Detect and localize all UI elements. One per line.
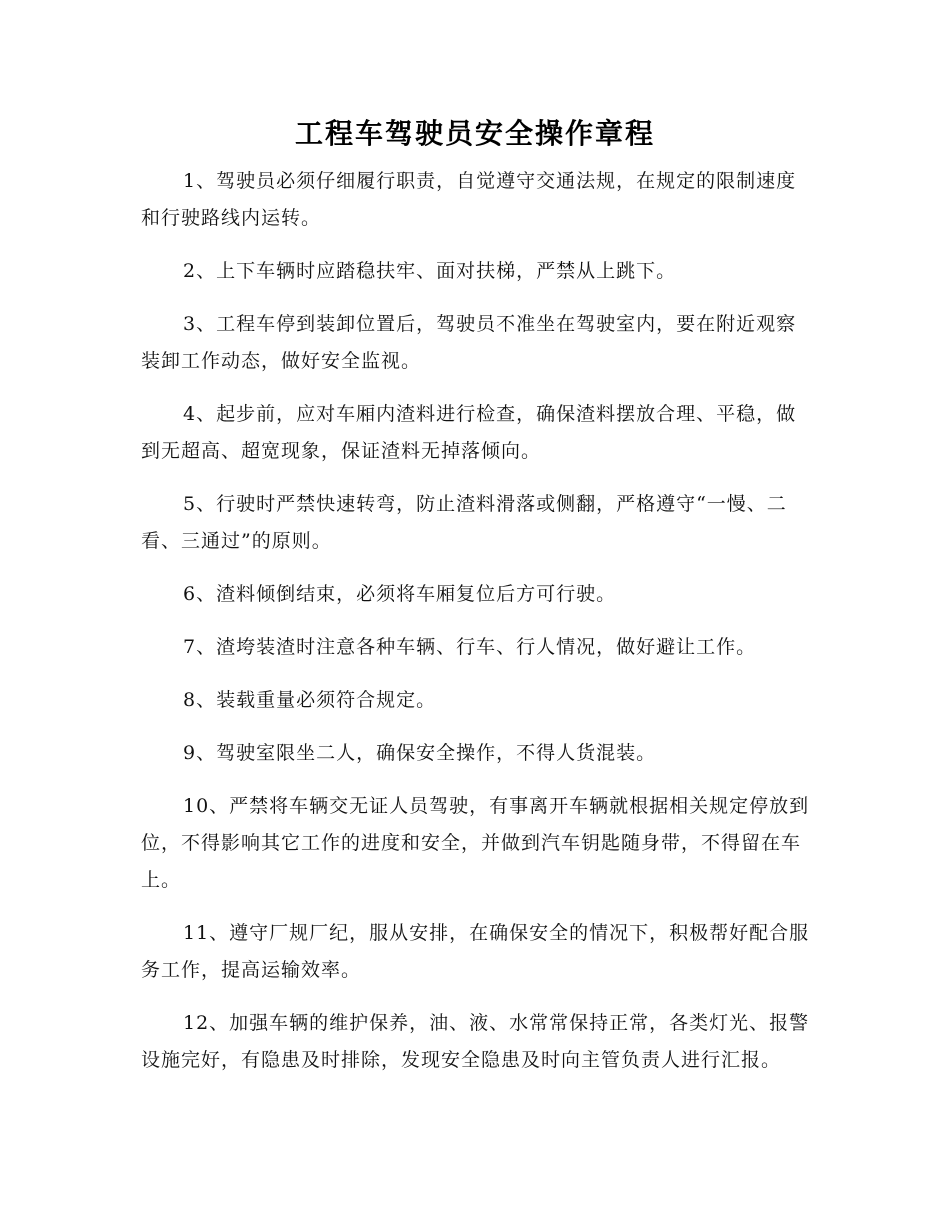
paragraph-3: 3、工程车停到装卸位置后，驾驶员不准坐在驾驶室内，要在附近观察装卸工作动态，做好安全监视。 <box>141 313 797 372</box>
document-title: 工程车驾驶员安全操作章程 <box>294 117 655 150</box>
paragraph-7: 7、渣垮装渣时注意各种车辆、行车、行人情况，做好避让工作。 <box>183 636 757 658</box>
paragraph-2: 2、上下车辆时应踏稳扶牢、面对扶梯，严禁从上跳下。 <box>183 260 677 282</box>
paragraph-9: 9、驾驶室限坐二人，确保安全操作，不得人货混装。 <box>183 742 657 764</box>
document-body <box>141 163 811 1095</box>
paragraph-4: 4、起步前，应对车厢内渣料进行检查，确保渣料摆放合理、平稳，做到无超高、超宽现象，保证渣料无掉落倾向。 <box>141 403 797 462</box>
paragraph-8: 8、装载重量必须符合规定。 <box>183 689 437 711</box>
paragraph-10: 10、严禁将车辆交无证人员驾驶，有事离开车辆就根据相关规定停放到位，不得影响其它工作的进度和安全，并做到汽车钥匙随身带，不得留在车上。 <box>141 795 810 891</box>
paragraph-1: 1、驾驶员必须仔细履行职责，自觉遵守交通法规，在规定的限制速度和行驶路线内运转。 <box>141 170 797 229</box>
paragraph-6: 6、渣料倾倒结束，必须将车厢复位后方可行驶。 <box>183 583 617 605</box>
paragraph-5: 5、行驶时严禁快速转弯，防止渣料滑落或侧翻，严格遵守“一慢、二看、三通过”的原则。 <box>141 493 787 552</box>
paragraph-12: 12、加强车辆的维护保养，油、液、水常常保持正常，各类灯光、报警设施完好，有隐患及时排除，发现安全隐患及时向主管负责人进行汇报。 <box>141 1012 810 1071</box>
paragraph-11: 11、遵守厂规厂纪，服从安排，在确保安全的情况下，积极帮好配合服务工作，提高运输效率。 <box>141 922 810 981</box>
